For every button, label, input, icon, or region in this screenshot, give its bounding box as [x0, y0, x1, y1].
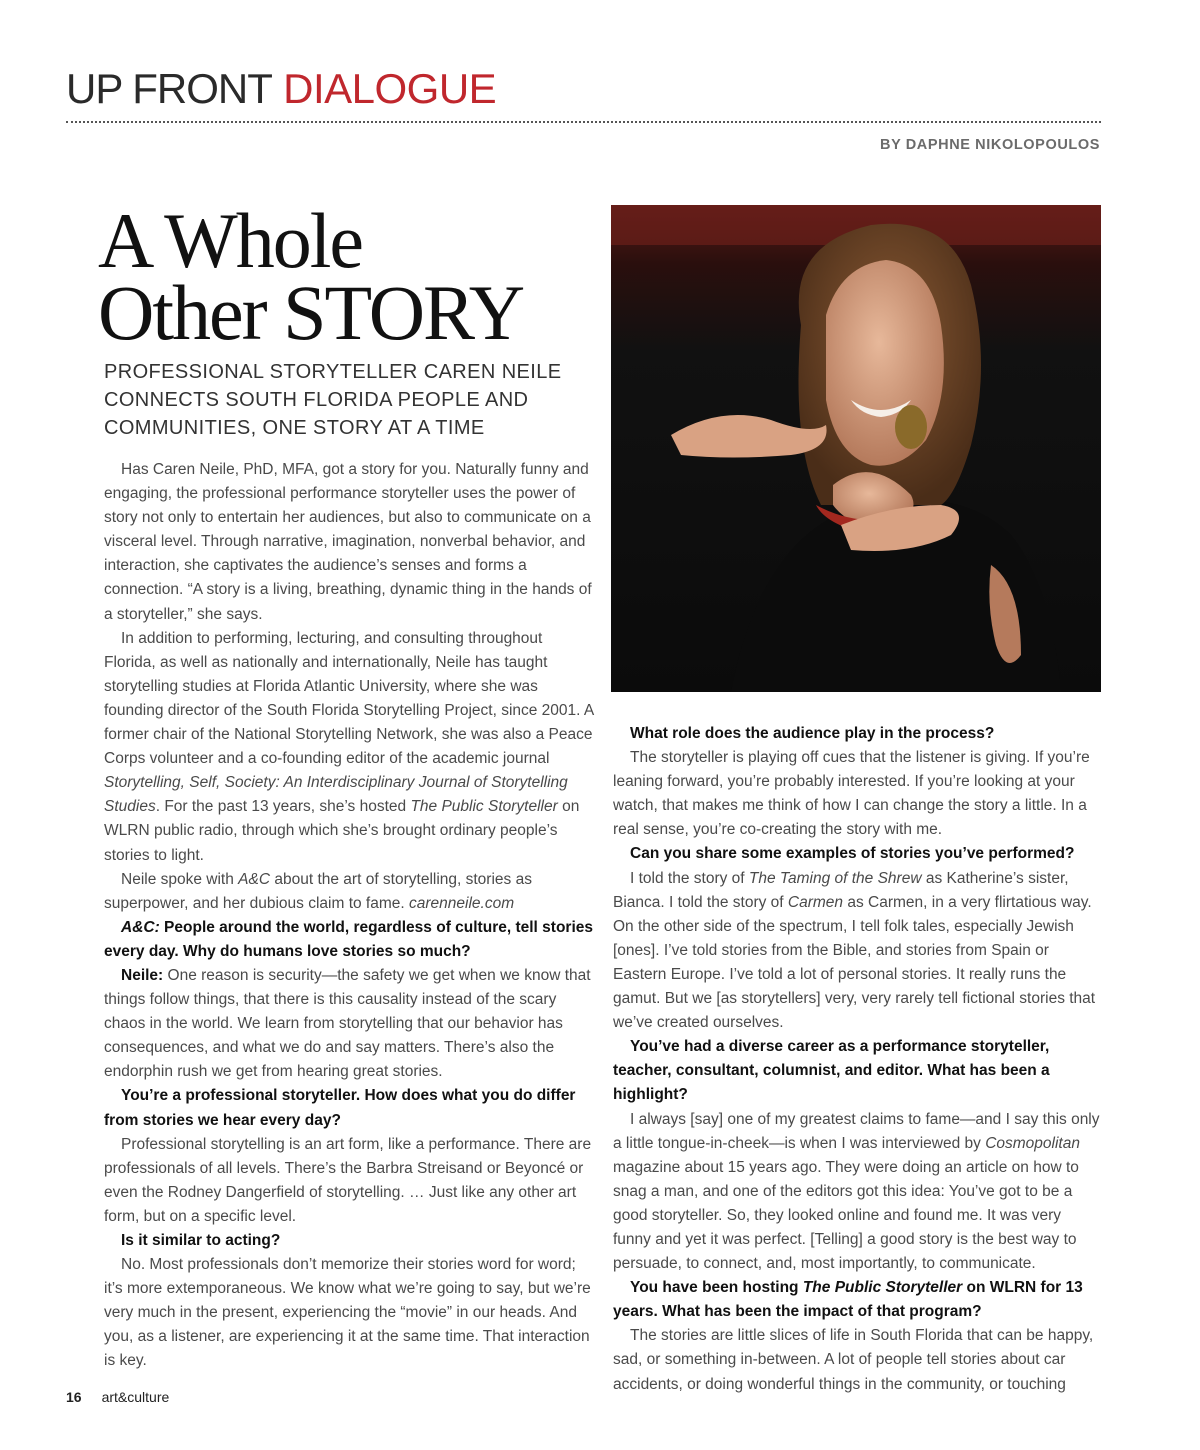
section-label: UP FRONT: [66, 65, 272, 112]
text-run: In addition to performing, lecturing, and consulting throughout Florida, as well as nationally and internationally, Neile has taught storytelling studies at Florida Atlantic University, where she was founding director of the South Florida Storytelling Project, since 2001. A former chair of the National Storytelling Network, she was also a Peace Corps volunteer and a co-founding editor of the academic journal: [104, 629, 594, 768]
text-run: as Katherine’s sister, Bianca. I told the story of: [613, 869, 1069, 911]
text-run: . For the past 13 years, she’s hosted: [155, 798, 411, 816]
text-run: I told the story of: [630, 869, 749, 887]
portrait-photo: [611, 205, 1101, 692]
magazine-name: art&culture: [101, 1389, 170, 1405]
section-header: [66, 65, 497, 112]
interview-question: What role does the audience play in the process?: [630, 725, 995, 742]
text-run: on WLRN public radio, through which she’s brought ordinary people’s stories to light.: [104, 798, 580, 864]
show-title: The Public Storyteller: [410, 798, 558, 816]
interview-question: Can you share some examples of stories you’ve performed?: [630, 845, 1075, 863]
text-run: magazine about 15 years ago. They were doing an article on how to snag a man, and one of the editors got this idea: You’ve got to be a good storyteller. So, they looked online and found me. It was very funny and yet it was perfect. [Telling] a good story is the best way to persuade, to connect, and, most importantly, to communicate.: [613, 1158, 1079, 1273]
portrait-illustration: [611, 205, 1101, 692]
interview-question: You’ve had a diverse career as a performance storyteller, teacher, consultant, columnist, and editor. What has been a highlight?: [613, 1038, 1050, 1104]
body-paragraph: [104, 627, 594, 868]
section-label-accent: DIALOGUE: [283, 65, 497, 112]
text-run: Neile spoke with: [121, 870, 239, 888]
speaker-label: Neile:: [121, 966, 164, 984]
interview-question: [613, 1276, 1103, 1324]
journal-title: Storytelling, Self, Society: An Interdisciplinary Journal of Storytelling Studies: [104, 774, 568, 816]
interview-answer: The stories are little slices of life in South Florida that can be happy, sad, or something in-between. A lot of people tell stories about car accidents, or doing wonderful things in the community, or touching: [613, 1327, 1094, 1393]
interview-answer: [613, 1108, 1103, 1277]
play-title: The Taming of the Shrew: [748, 869, 922, 887]
text-run: on WLRN for 13 years. What has been the impact of that program?: [613, 1279, 1083, 1321]
article-deck: PROFESSIONAL STORYTELLER CAREN NEILE CONNECTS SOUTH FLORIDA PEOPLE AND COMMUNITIES, ONE STORY AT A TIME: [104, 361, 562, 439]
text-run: as Carmen, in a very flirtatious way. On the other side of the spectrum, I tell folk tales, especially Jewish [ones]. I’ve told stories from the Bible, and stories from Spain or Eastern Europe. I’ve told a lot of personal stories. It really runs the gamut. But we [as storytellers] very, very rarely tell fictional stories that we’ve created ourselves.: [613, 893, 1096, 1032]
speaker-label: A&C:: [121, 918, 160, 936]
title-line-2: Other STORY: [98, 269, 524, 356]
answer-text: One reason is security—the safety we get when we know that things follow things, that there is this causality instead of the scary chaos in the world. We learn from storytelling that our behavior has consequences, and what we do and say matters. There’s also the endorphin rush we get from hearing great stories.: [104, 966, 591, 1081]
interview-answer: [104, 964, 594, 1084]
dotted-divider: [66, 121, 1101, 123]
interview-answer: The storyteller is playing off cues that the listener is giving. If you’re leaning forward, you’re probably interested. If you’re looking at your watch, that makes me think of how I can change the story a little. In a real sense, you’re co-creating the story with me.: [613, 749, 1090, 839]
body-paragraph: [104, 868, 594, 916]
left-column: [104, 458, 594, 1374]
show-title: The Public Storyteller: [802, 1279, 963, 1297]
right-column: [613, 722, 1103, 1397]
body-paragraph: Has Caren Neile, PhD, MFA, got a story for you. Naturally funny and engaging, the professional performance storyteller uses the power of story not only to entertain her audiences, but also to communicate on a visceral level. Through narrative, imagination, nonverbal behavior, and interaction, she captivates the audience’s senses and forms a connection. “A story is a living, breathing, dynamic thing in the hands of a storyteller,” she says.: [104, 461, 592, 623]
byline: BY DAPHNE NIKOLOPOULOS: [880, 137, 1100, 153]
opera-title: Carmen: [787, 893, 844, 911]
magazine-title: Cosmopolitan: [985, 1134, 1080, 1152]
page-number: 16: [66, 1389, 82, 1405]
website-link[interactable]: carenneile.com: [409, 894, 515, 912]
interview-question: [104, 916, 594, 964]
text-run: You have been hosting: [630, 1279, 803, 1297]
magazine-name: A&C: [238, 870, 271, 888]
title-line-1: A Whole: [98, 197, 363, 284]
interview-question: You’re a professional storyteller. How does what you do differ from stories we hear every day?: [104, 1087, 576, 1129]
page-footer: [66, 1389, 169, 1405]
text-run: I always [say] one of my greatest claims to fame—and I say this only a little tongue-in-cheek—is when I was interviewed by: [613, 1110, 1100, 1152]
question-text: People around the world, regardless of culture, tell stories every day. Why do humans love stories so much?: [104, 918, 593, 960]
interview-question: Is it similar to acting?: [121, 1232, 281, 1249]
article-title: [98, 197, 524, 356]
interview-answer: No. Most professionals don’t memorize their stories word for word; it’s more extemporaneous. We know what we’re going to say, but we’re very much in the present, experiencing the “movie” in our heads. And you, as a listener, are experiencing it at the same time. That interaction is key.: [104, 1256, 591, 1370]
text-run: about the art of storytelling, stories as superpower, and her dubious claim to fame.: [104, 870, 532, 912]
interview-answer: [613, 867, 1103, 1036]
interview-answer: Professional storytelling is an art form, like a performance. There are professionals of all levels. There’s the Barbra Streisand or Beyoncé or even the Rodney Dangerfield of storytelling. … Just like any other art form, but on a specific level.: [104, 1135, 592, 1225]
